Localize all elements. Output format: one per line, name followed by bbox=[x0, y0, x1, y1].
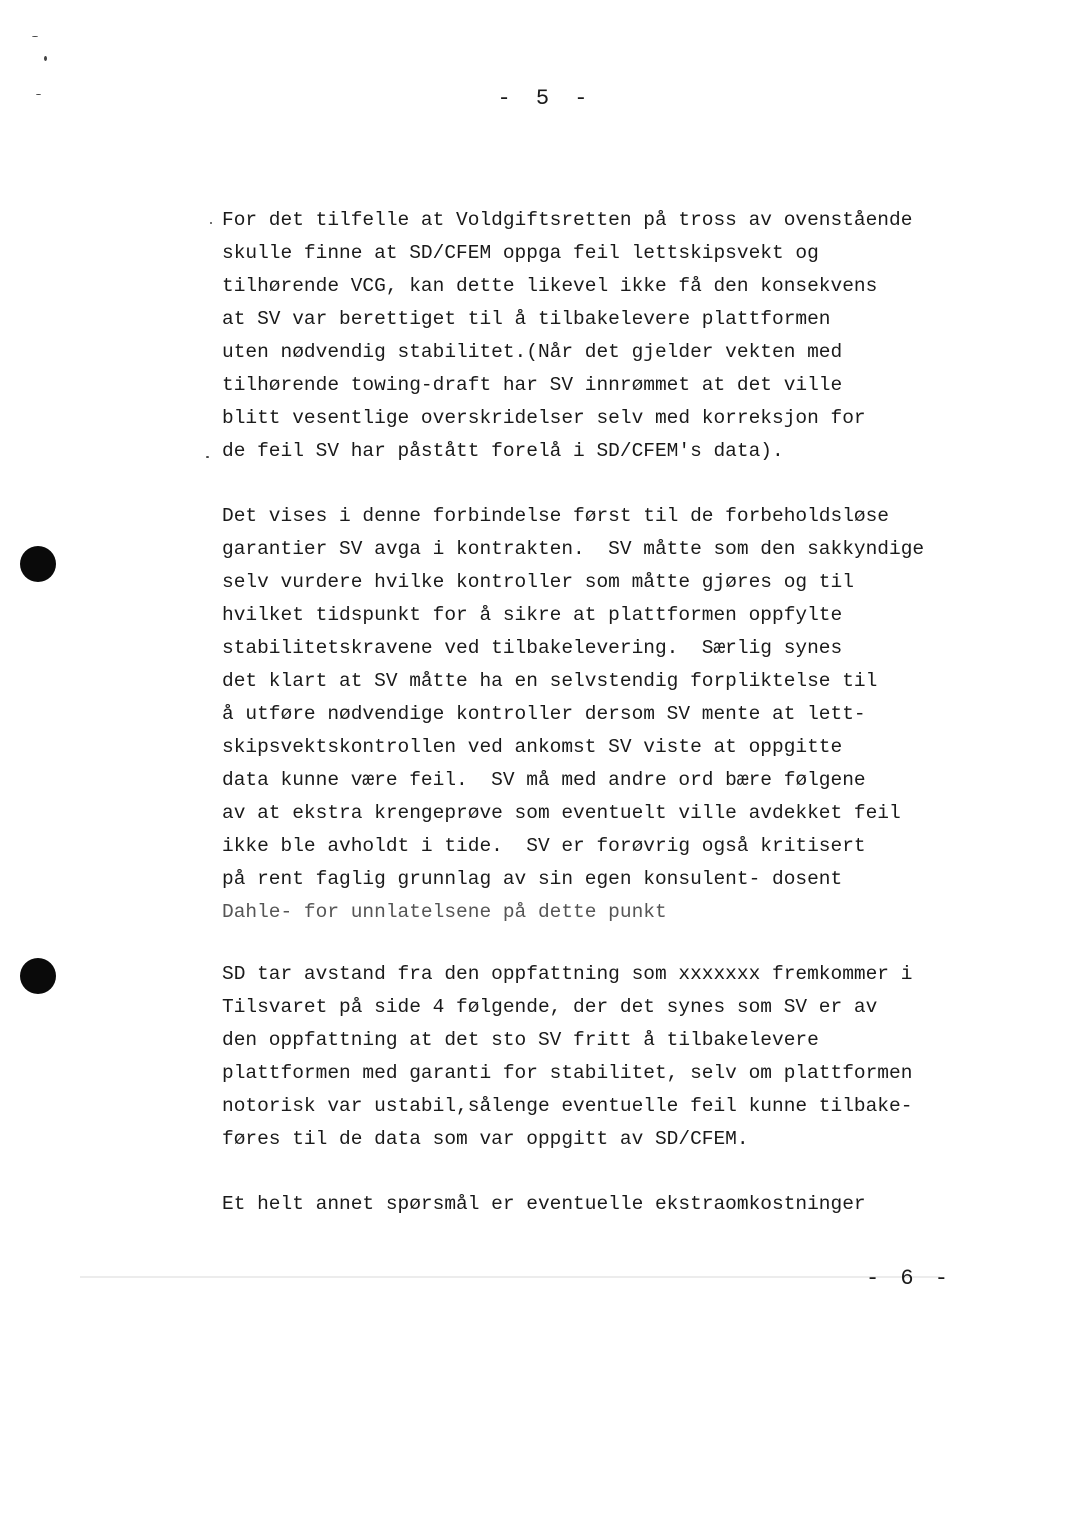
text-line: blitt vesentlige overskridelser selv med korreksjon for bbox=[222, 407, 866, 429]
punch-hole bbox=[20, 958, 56, 994]
punch-hole bbox=[20, 546, 56, 582]
text-line: data kunne være feil. SV må med andre ord bære følgene bbox=[222, 769, 866, 791]
scan-speck bbox=[210, 222, 212, 224]
text-line: på rent faglig grunnlag av sin egen konsulent- dosent bbox=[222, 868, 843, 890]
scan-speck bbox=[44, 56, 47, 61]
paragraph-3 bbox=[222, 958, 912, 1156]
text-line: SD tar avstand fra den oppfattning som xxxxxxx fremkommer i bbox=[222, 963, 913, 985]
text-line: at SV var berettiget til å tilbakelevere plattformen bbox=[222, 308, 831, 330]
scan-fold-line bbox=[80, 1276, 940, 1278]
text-line: selv vurdere hvilke kontroller som måtte gjøres og til bbox=[222, 571, 854, 593]
text-line: notorisk var ustabil,sålenge eventuelle feil kunne tilbake- bbox=[222, 1095, 913, 1117]
text-line: Et helt annet spørsmål er eventuelle ekstraomkostninger bbox=[222, 1193, 866, 1215]
text-line: skipsvektskontrollen ved ankomst SV viste at oppgitte bbox=[222, 736, 843, 758]
text-line: av at ekstra krengeprøve som eventuelt ville avdekket feil bbox=[222, 802, 901, 824]
paragraph-1 bbox=[222, 204, 912, 468]
text-line: tilhørende towing-draft har SV innrømmet at det ville bbox=[222, 374, 843, 396]
text-line: Dahle- for unnlatelsene på dette punkt bbox=[222, 901, 667, 923]
text-line: Tilsvaret på side 4 følgende, der det synes som SV er av bbox=[222, 996, 878, 1018]
text-line: å utføre nødvendige kontroller dersom SV mente at lett- bbox=[222, 703, 866, 725]
text-line: skulle finne at SD/CFEM oppga feil lettskipsvekt og bbox=[222, 242, 819, 264]
text-line: ikke ble avholdt i tide. SV er forøvrig også kritisert bbox=[222, 835, 866, 857]
text-line: For det tilfelle at Voldgiftsretten på tross av ovenstående bbox=[222, 209, 913, 231]
page-number: - 5 - bbox=[497, 86, 594, 111]
text-line: plattformen med garanti for stabilitet, selv om plattformen bbox=[222, 1062, 913, 1084]
next-page-marker: - 6 - bbox=[866, 1266, 953, 1291]
text-line: tilhørende VCG, kan dette likevel ikke få den konsekvens bbox=[222, 275, 878, 297]
text-line: det klart at SV måtte ha en selvstendig forpliktelse til bbox=[222, 670, 878, 692]
text-line: de feil SV har påstått forelå i SD/CFEM's data). bbox=[222, 440, 784, 462]
text-line: garantier SV avga i kontrakten. SV måtte som den sakkyndige bbox=[222, 538, 925, 560]
text-line: Det vises i denne forbindelse først til de forbeholdsløse bbox=[222, 505, 890, 527]
scan-speck bbox=[206, 456, 209, 458]
scan-speck bbox=[32, 36, 38, 37]
paragraph-2 bbox=[222, 500, 924, 929]
scan-speck bbox=[36, 94, 41, 95]
text-line: den oppfattning at det sto SV fritt å tilbakelevere bbox=[222, 1029, 819, 1051]
text-line: uten nødvendig stabilitet.(Når det gjelder vekten med bbox=[222, 341, 843, 363]
text-line: stabilitetskravene ved tilbakelevering. Særlig synes bbox=[222, 637, 843, 659]
paragraph-4 bbox=[222, 1188, 866, 1221]
text-line: hvilket tidspunkt for å sikre at plattformen oppfylte bbox=[222, 604, 843, 626]
text-line: føres til de data som var oppgitt av SD/CFEM. bbox=[222, 1128, 749, 1150]
